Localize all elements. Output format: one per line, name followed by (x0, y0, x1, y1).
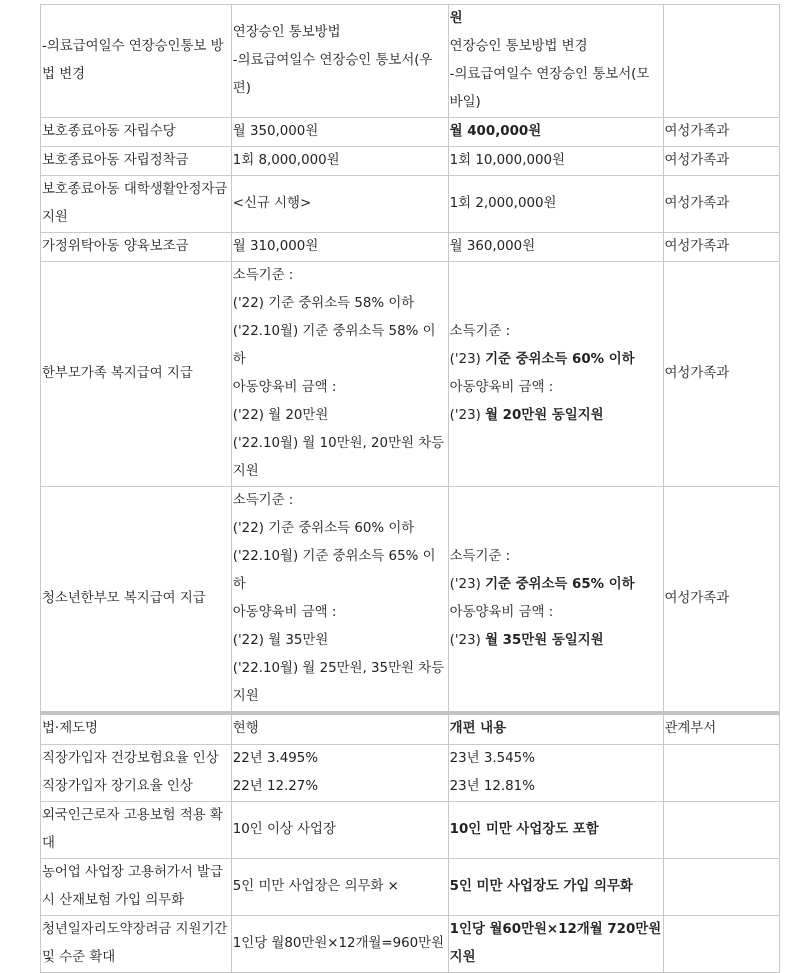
law-name-cell: 보호종료아동 자립정착금 (41, 147, 232, 176)
header-reform: 개편 내용 (448, 713, 663, 744)
law-name-cell: -의료급여일수 연장승인통보 방법 변경 (41, 5, 232, 118)
current-cell: 연장승인 통보방법 -의료급여일수 연장승인 통보서(우편) (231, 5, 448, 118)
dept-cell (663, 801, 780, 858)
reform-cell: 월 360,000원 (448, 233, 663, 262)
dept-cell (663, 858, 780, 915)
current-cell: 5인 미만 사업장은 의무화 × (231, 858, 448, 915)
table-row (41, 915, 780, 972)
reform-cell: 5인 미만 사업장도 가입 의무화 (448, 858, 663, 915)
reform-cell: 원 연장승인 통보방법 변경 -의료급여일수 연장승인 통보서(모바일) (448, 5, 663, 118)
policy-changes-table (40, 4, 780, 973)
law-name-cell: 직장가입자 건강보험요율 인상 직장가입자 장기요율 인상 (41, 744, 232, 801)
dept-cell (663, 915, 780, 972)
law-name-cell: 가정위탁아동 양육보조금 (41, 233, 232, 262)
current-cell: 10인 이상 사업장 (231, 801, 448, 858)
current-cell: 22년 3.495% 22년 12.27% (231, 744, 448, 801)
header-law-name: 법·제도명 (41, 713, 232, 744)
current-cell: 월 350,000원 (231, 118, 448, 147)
law-name-cell: 농어업 사업장 고용허가서 발급시 산재보험 가입 의무화 (41, 858, 232, 915)
current-cell: 1인당 월80만원×12개월=960만원 (231, 915, 448, 972)
dept-cell: 여성가족과 (663, 118, 780, 147)
law-name-cell: 외국인근로자 고용보험 적용 확대 (41, 801, 232, 858)
dept-cell: 여성가족과 (663, 147, 780, 176)
reform-cell: 1회 2,000,000원 (448, 176, 663, 233)
table-row (41, 147, 780, 176)
table-row (41, 5, 780, 118)
current-cell: 월 310,000원 (231, 233, 448, 262)
law-name-cell: 한부모가족 복지급여 지급 (41, 262, 232, 487)
table-row (41, 233, 780, 262)
table-header-row (41, 713, 780, 744)
current-cell: <신규 시행> (231, 176, 448, 233)
table-row (41, 858, 780, 915)
reform-cell: 1인당 월60만원×12개월 720만원 지원 (448, 915, 663, 972)
table-row (41, 176, 780, 233)
table-row (41, 262, 780, 487)
reform-cell: 23년 3.545% 23년 12.81% (448, 744, 663, 801)
table-row (41, 801, 780, 858)
dept-cell (663, 744, 780, 801)
header-current: 현행 (231, 713, 448, 744)
dept-cell: 여성가족과 (663, 176, 780, 233)
law-name-cell: 보호종료아동 자립수당 (41, 118, 232, 147)
reform-cell: 소득기준 : ('23) 기준 중위소득 60% 이하 아동양육비 금액 : ('23) 월 20만원 동일지원 (448, 262, 663, 487)
reform-cell: 월 400,000원 (448, 118, 663, 147)
dept-cell: 여성가족과 (663, 233, 780, 262)
current-cell: 소득기준 : ('22) 기준 중위소득 58% 이하 ('22.10월) 기준 중위소득 58% 이하 아동양육비 금액 : ('22) 월 20만원 ('22.10월) 월 10만원, 20만원 차등지원 (231, 262, 448, 487)
header-dept: 관계부서 (663, 713, 780, 744)
law-name-cell: 청년일자리도약장려금 지원기간 및 수준 확대 (41, 915, 232, 972)
table-row (41, 118, 780, 147)
dept-cell: 여성가족과 (663, 487, 780, 714)
current-cell: 소득기준 : ('22) 기준 중위소득 60% 이하 ('22.10월) 기준 중위소득 65% 이하 아동양육비 금액 : ('22) 월 35만원 ('22.10월) 월 25만원, 35만원 차등지원 (231, 487, 448, 714)
dept-cell: 여성가족과 (663, 262, 780, 487)
dept-cell (663, 5, 780, 118)
reform-cell: 소득기준 : ('23) 기준 중위소득 65% 이하 아동양육비 금액 : ('23) 월 35만원 동일지원 (448, 487, 663, 714)
table-row (41, 744, 780, 801)
law-name-cell: 보호종료아동 대학생활안정자금 지원 (41, 176, 232, 233)
law-name-cell: 청소년한부모 복지급여 지급 (41, 487, 232, 714)
reform-cell: 1회 10,000,000원 (448, 147, 663, 176)
current-cell: 1회 8,000,000원 (231, 147, 448, 176)
table-row (41, 487, 780, 714)
reform-cell: 10인 미만 사업장도 포함 (448, 801, 663, 858)
